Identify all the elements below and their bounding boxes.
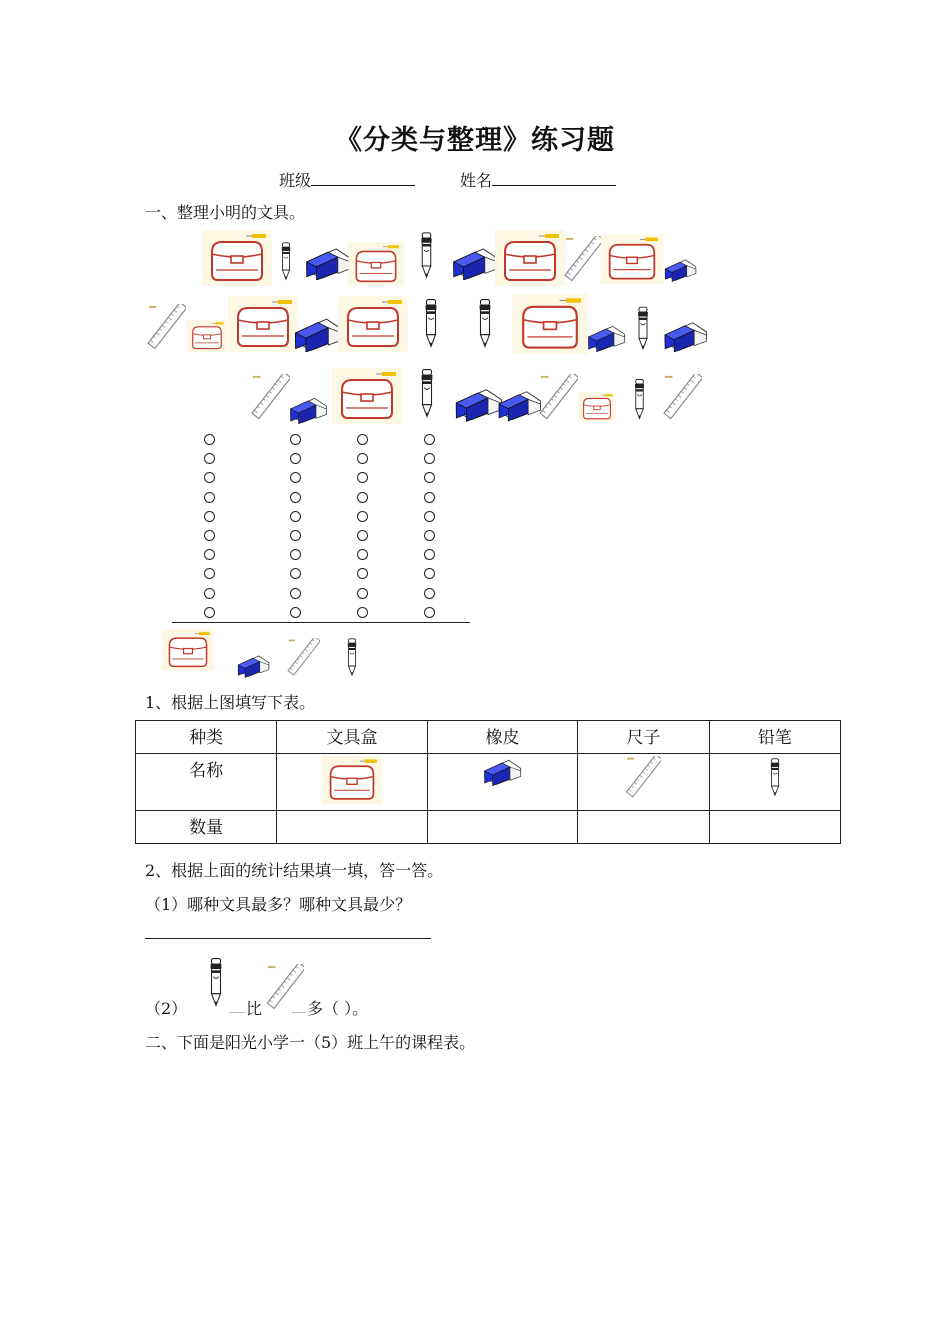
tally-circle-eraser[interactable] [290, 588, 301, 599]
class-label: 班级 [279, 171, 312, 190]
table-cell [427, 754, 577, 811]
eraser-icon [236, 652, 270, 678]
table-cell [578, 754, 709, 811]
tally-circle-pencil[interactable] [424, 453, 435, 464]
tally-circle-pencil[interactable] [424, 472, 435, 483]
eraser-icon [292, 314, 344, 352]
pencil-icon [422, 296, 440, 350]
table-row-label: 数量 [136, 811, 277, 844]
question-2-2-prefix: （2） [145, 999, 188, 1018]
table-header-cell: 橡皮 [427, 721, 577, 754]
eraser-icon [303, 244, 353, 280]
tally-circle-ruler[interactable] [357, 607, 368, 618]
pencil-icon [345, 636, 359, 678]
tally-circle-ruler[interactable] [357, 453, 368, 464]
tally-circle-eraser[interactable] [290, 568, 301, 579]
pencil-icon [476, 296, 494, 350]
tally-circle-pencil[interactable] [424, 607, 435, 618]
ruler-icon [286, 638, 320, 678]
answer-line[interactable] [145, 938, 431, 939]
question-2-2-suffix: 多（ ）。 [307, 999, 369, 1018]
pencil-box-icon [348, 242, 404, 286]
name-blank[interactable] [492, 169, 616, 186]
tally-circle-ruler[interactable] [357, 530, 368, 541]
eraser-icon [662, 318, 708, 352]
pencil-icon [279, 240, 293, 282]
tally-circle-ruler[interactable] [357, 549, 368, 560]
tally-circle-eraser[interactable] [290, 492, 301, 503]
name-field [460, 168, 616, 191]
tally-circle-pencil[interactable] [424, 588, 435, 599]
tally-circle-eraser[interactable] [290, 530, 301, 541]
name-label: 姓名 [460, 171, 493, 190]
ruler-icon [266, 964, 304, 1012]
table-row [136, 811, 841, 844]
tally-circle-eraser[interactable] [290, 549, 301, 560]
question-1: 1、根据上图填写下表。 [145, 693, 316, 712]
eraser-icon [482, 756, 522, 786]
pencil-box-icon [186, 320, 228, 352]
eraser-icon [496, 386, 542, 422]
ruler-icon [146, 304, 186, 352]
tally-circle-ruler[interactable] [357, 492, 368, 503]
tally-circle-pencil[interactable] [424, 492, 435, 503]
section-1-heading: 一、整理小明的文具。 [145, 203, 306, 222]
ruler-icon [538, 374, 578, 422]
blank-underline [292, 1012, 306, 1013]
count-cell-pencil[interactable] [709, 811, 840, 844]
eraser-icon [288, 394, 328, 424]
pencil-icon [418, 366, 436, 420]
pencil-icon [768, 756, 782, 798]
tally-circle-pencil[interactable] [424, 434, 435, 445]
tally-circle-eraser[interactable] [290, 607, 301, 618]
tally-circle-pencil-box[interactable] [204, 568, 215, 579]
table-row [136, 721, 841, 754]
pencil-icon [635, 304, 651, 352]
table-cell [277, 754, 428, 811]
tally-circle-pencil[interactable] [424, 568, 435, 579]
pencil-icon [207, 956, 225, 1008]
pencil-box-icon [578, 392, 616, 422]
count-cell-pencil-box[interactable] [277, 811, 428, 844]
table-row [136, 754, 841, 811]
chart-baseline [172, 622, 470, 623]
pencil-box-icon [495, 230, 565, 286]
class-field [279, 168, 415, 191]
tally-circle-pencil-box[interactable] [204, 453, 215, 464]
pencil-box-icon [332, 368, 402, 424]
tally-circle-pencil-box[interactable] [204, 607, 215, 618]
stats-table [135, 720, 841, 844]
tally-circle-pencil-box[interactable] [204, 511, 215, 522]
question-2-1: （1）哪种文具最多？哪种文具最少？ [145, 895, 412, 914]
ruler-icon [625, 756, 661, 800]
table-header-cell: 文具盒 [277, 721, 428, 754]
tally-circle-pencil-box[interactable] [204, 588, 215, 599]
pencil-box-icon [600, 234, 664, 284]
tally-circle-eraser[interactable] [290, 511, 301, 522]
tally-circle-eraser[interactable] [290, 453, 301, 464]
tally-circle-eraser[interactable] [290, 434, 301, 445]
eraser-icon [450, 244, 500, 280]
tally-circle-pencil-box[interactable] [204, 492, 215, 503]
tally-circle-pencil[interactable] [424, 549, 435, 560]
count-cell-eraser[interactable] [427, 811, 577, 844]
pencil-box-icon [512, 294, 588, 354]
tally-circle-pencil-box[interactable] [204, 434, 215, 445]
question-2-2-compare: 比 [246, 999, 263, 1018]
table-header-cell: 尺子 [578, 721, 709, 754]
eraser-icon [663, 256, 697, 282]
tally-circle-ruler[interactable] [357, 472, 368, 483]
count-cell-ruler[interactable] [578, 811, 709, 844]
ruler-icon [563, 236, 603, 284]
tally-circle-pencil-box[interactable] [204, 472, 215, 483]
tally-circle-pencil-box[interactable] [204, 530, 215, 541]
page-title: 《分类与整理》练习题 [335, 125, 615, 156]
pencil-icon [632, 376, 647, 422]
tally-circle-ruler[interactable] [357, 568, 368, 579]
table-header-cell: 铅笔 [709, 721, 840, 754]
tally-circle-eraser[interactable] [290, 472, 301, 483]
question-2: 2、根据上面的统计结果填一填，答一答。 [145, 861, 444, 880]
tally-circle-ruler[interactable] [357, 511, 368, 522]
table-row-label: 名称 [136, 754, 277, 811]
table-cell [709, 754, 840, 811]
tally-circle-pencil[interactable] [424, 511, 435, 522]
ruler-icon [250, 374, 290, 422]
class-blank[interactable] [311, 169, 415, 186]
pencil-box-icon [202, 230, 272, 286]
tally-circle-pencil-box[interactable] [204, 549, 215, 560]
pencil-box-icon [228, 296, 298, 352]
table-header-cell: 种类 [136, 721, 277, 754]
section-2-heading: 二、下面是阳光小学一（5）班上午的课程表。 [145, 1033, 476, 1052]
tally-circle-pencil[interactable] [424, 530, 435, 541]
pencil-box-icon [162, 622, 214, 678]
pencil-box-icon [338, 296, 408, 352]
blank-underline [229, 1012, 245, 1013]
eraser-icon [586, 322, 626, 352]
tally-circle-ruler[interactable] [357, 588, 368, 599]
pencil-box-icon [321, 756, 383, 804]
tally-circle-ruler[interactable] [357, 434, 368, 445]
ruler-icon [662, 374, 702, 422]
pencil-icon [418, 230, 435, 280]
